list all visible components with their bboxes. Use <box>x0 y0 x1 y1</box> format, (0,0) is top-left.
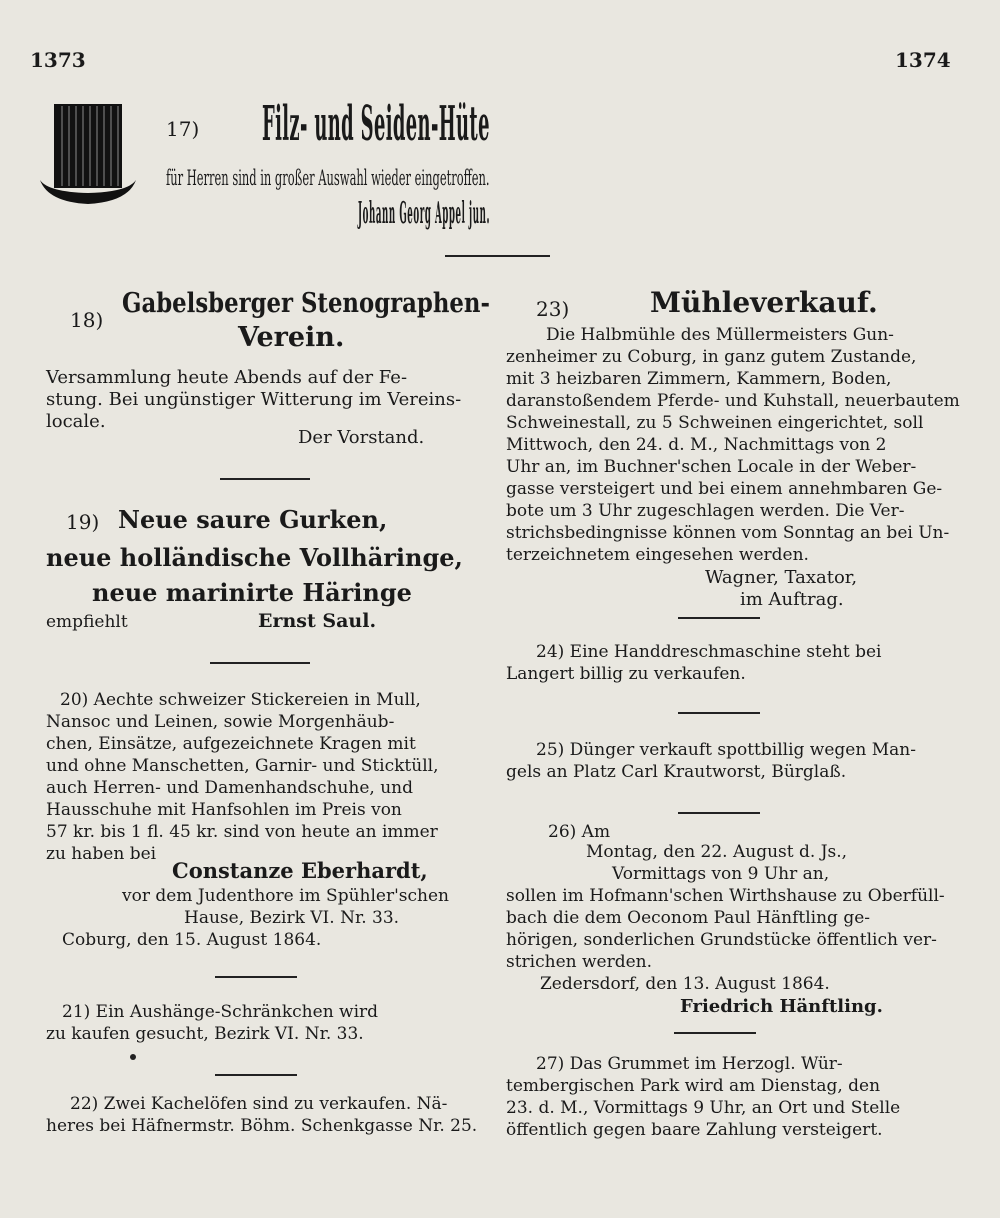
ad22-text-line: 22) Zwei Kachelöfen sind zu verkaufen. Nä- <box>70 1094 448 1114</box>
ad26-date-line2: Vormittags von 9 Uhr an, <box>612 864 830 884</box>
ad23-text-line: terzeichnetem eingesehen werden. <box>506 545 809 565</box>
ad20-text-line: und ohne Manschetten, Garnir- und Sticktüll, <box>46 756 439 776</box>
separator-dot <box>130 1054 136 1060</box>
ad18-text-line: locale. <box>46 411 106 432</box>
ad26-text-line: strichen werden. <box>506 952 653 972</box>
divider <box>210 662 310 664</box>
ad26-date-line1: Montag, den 22. August d. Js., <box>586 842 848 862</box>
ad26-text-line: hörigen, sonderlichen Grundstücke öffentlich ver- <box>506 930 937 950</box>
divider <box>445 255 550 257</box>
ad19-line2: neue holländische Vollhäringe, <box>46 543 463 572</box>
ad23-text-line: Mittwoch, den 24. d. M., Nachmittags von 2 <box>506 435 887 455</box>
ad19-recommends: empfiehlt <box>46 612 128 632</box>
ad23-text-line: Uhr an, im Buchner'schen Locale in der Weber- <box>506 457 917 477</box>
ad27-text-line: öffentlich gegen baare Zahlung versteigert. <box>506 1120 883 1140</box>
ad23-signature-line1: Wagner, Taxator, <box>705 567 858 588</box>
ad23-text-line: strichsbedingnisse können vom Sonntag an bei Un- <box>506 523 950 543</box>
ad27-text-line: tembergischen Park wird am Dienstag, den <box>506 1076 881 1096</box>
ad20-text-line: 57 kr. bis 1 fl. 45 kr. sind von heute an immer <box>46 822 438 842</box>
ad18-title-line2: Verein. <box>238 322 345 353</box>
ad23-title: Mühleverkauf. <box>650 286 878 319</box>
ad17-number: 17) <box>166 117 200 141</box>
page-number-right: 1374 <box>895 48 951 72</box>
ad25-text-line: gels an Platz Carl Krautworst, Bürglaß. <box>506 762 847 782</box>
ad24-text-line: 24) Eine Handdreschmaschine steht bei <box>536 642 882 662</box>
ad20-text-line: Hausschuhe mit Hanfsohlen im Preis von <box>46 800 402 820</box>
ad23-text-line: mit 3 heizbaren Zimmern, Kammern, Boden, <box>506 369 892 389</box>
ad19-signature: Ernst Saul. <box>258 610 377 632</box>
ad21-text-line: zu kaufen gesucht, Bezirk VI. Nr. 33. <box>46 1024 364 1044</box>
ad18-number: 18) <box>70 308 104 332</box>
divider <box>678 812 760 814</box>
divider <box>674 1032 756 1034</box>
ad19-line1: Neue saure Gurken, <box>118 505 388 534</box>
ad22-text-line: heres bei Häfnermstr. Böhm. Schenkgasse Nr. 25. <box>46 1116 478 1136</box>
divider <box>215 1074 297 1076</box>
ad20-text-line: Nansoc und Leinen, sowie Morgenhäub- <box>46 712 395 732</box>
ad20-text-line: chen, Einsätze, aufgezeichnete Kragen mit <box>46 734 416 754</box>
ad20-date: Coburg, den 15. August 1864. <box>62 930 322 950</box>
ad23-text-line: daranstoßendem Pferde- und Kuhstall, neuerbautem <box>506 391 960 411</box>
ad23-signature-line2: im Auftrag. <box>740 589 844 610</box>
ad23-text-line: Schweinestall, zu 5 Schweinen eingerichtet, soll <box>506 413 924 433</box>
ad23-number: 23) <box>536 297 570 321</box>
ad25-text-line: 25) Dünger verkauft spottbillig wegen Man- <box>536 740 916 760</box>
ad26-number: 26) Am <box>548 822 611 842</box>
ad17-line: für Herren sind in großer Auswahl wieder eingetroffen. <box>166 166 490 190</box>
ad24-text-line: Langert billig zu verkaufen. <box>506 664 746 684</box>
ad23-text-line: bote um 3 Uhr zugeschlagen werden. Die Ver- <box>506 501 905 521</box>
ad20-address-line2: Hause, Bezirk VI. Nr. 33. <box>184 908 400 928</box>
ad26-place-date: Zedersdorf, den 13. August 1864. <box>540 974 830 994</box>
ad20-text-line: auch Herren- und Damenhandschuhe, und <box>46 778 413 798</box>
ad23-text-line: Die Halbmühle des Müllermeisters Gun- <box>546 325 894 345</box>
ad26-signature: Friedrich Hänftling. <box>680 996 883 1017</box>
ad21-text-line: 21) Ein Aushänge-Schränkchen wird <box>62 1002 379 1022</box>
ad17-title: Filz- und Seiden-Hüte <box>262 96 490 152</box>
ad18-text-line: Versammlung heute Abends auf der Fe- <box>46 367 408 388</box>
ad19-line3: neue marinirte Häringe <box>92 578 412 607</box>
ad18-text-line: stung. Bei ungünstiger Witterung im Vereins- <box>46 389 462 410</box>
ad27-text-line: 23. d. M., Vormittags 9 Uhr, an Ort und Stelle <box>506 1098 901 1118</box>
ad26-text-line: bach die dem Oeconom Paul Hänftling ge- <box>506 908 871 928</box>
ad27-text-line: 27) Das Grummet im Herzogl. Wür- <box>536 1054 843 1074</box>
ad17-signature: Johann Georg Appel jun. <box>358 196 491 231</box>
page-number-left: 1373 <box>30 48 86 72</box>
ad20-name: Constanze Eberhardt, <box>172 858 428 883</box>
top-hat-illustration <box>38 100 138 210</box>
divider <box>678 617 760 619</box>
divider <box>678 712 760 714</box>
ad23-text-line: gasse versteigert und bei einem annehmbaren Ge- <box>506 479 943 499</box>
ad26-text-line: sollen im Hofmann'schen Wirthshause zu Oberfüll- <box>506 886 945 906</box>
ad19-number: 19) <box>66 510 100 534</box>
ad20-text-line: zu haben bei <box>46 844 157 864</box>
divider <box>220 478 310 480</box>
divider <box>215 976 297 978</box>
ad20-text-line: 20) Aechte schweizer Stickereien in Mull, <box>60 690 421 710</box>
ad23-text-line: zenheimer zu Coburg, in ganz gutem Zustande, <box>506 347 917 367</box>
ad20-address-line1: vor dem Judenthore im Spühler'schen <box>122 886 449 906</box>
ad18-signature: Der Vorstand. <box>298 427 425 448</box>
ad18-title-line1: Gabelsberger Stenographen- <box>122 288 490 319</box>
